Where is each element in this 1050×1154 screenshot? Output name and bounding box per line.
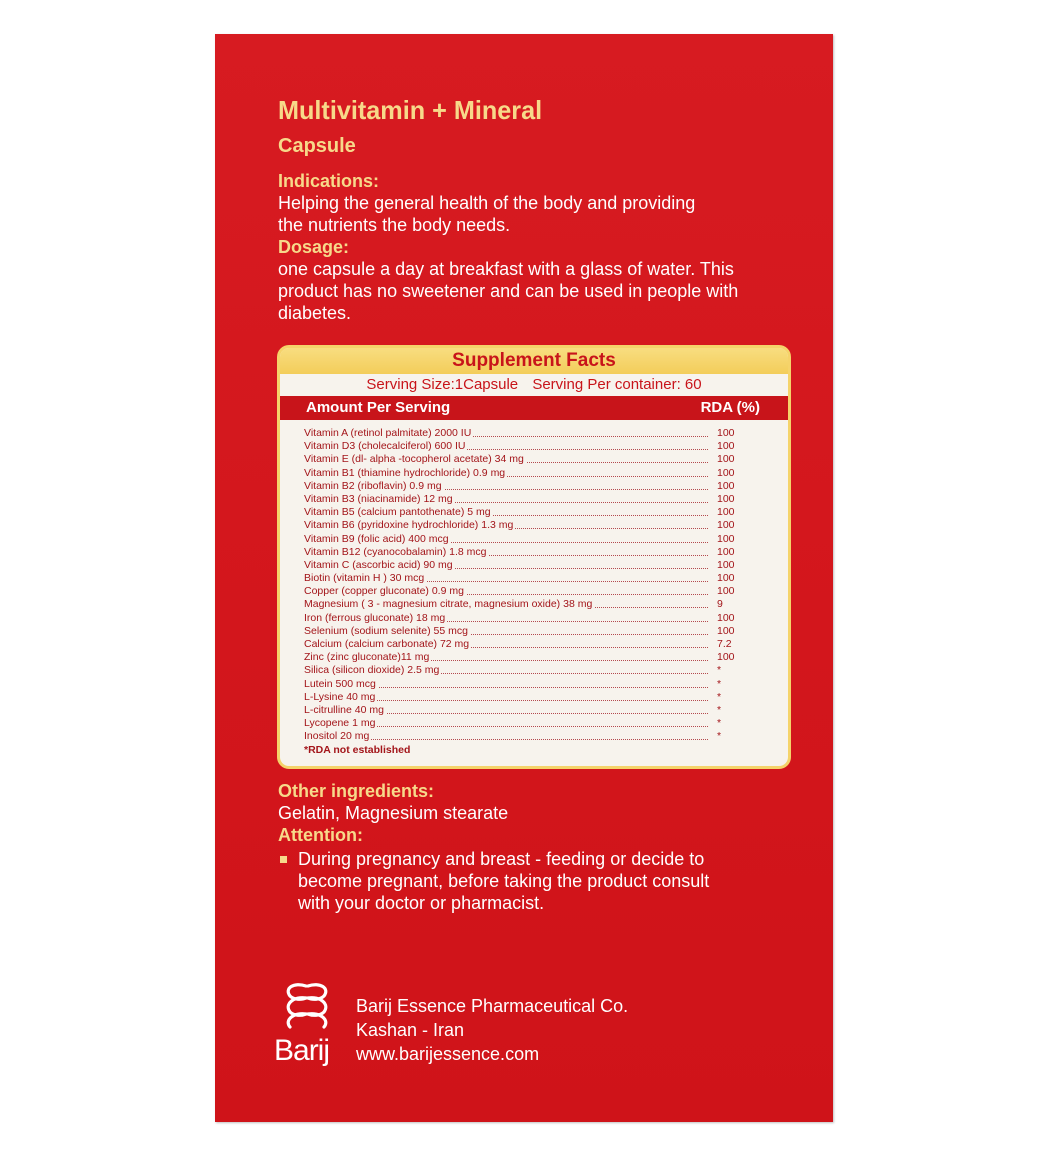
nutrient-rda-value: 100 [717, 479, 735, 492]
nutrient-row [304, 519, 788, 532]
nutrient-rda-value: 100 [717, 519, 735, 532]
other-ingredients-heading: Other ingredients: [278, 781, 435, 801]
logo-wordmark: Barij [274, 1034, 330, 1067]
nutrient-name: Copper (copper gluconate) 0.9 mg [304, 585, 464, 598]
indications-text-line2: the nutrients the body needs. [278, 215, 511, 235]
nutrient-rda-value: * [717, 690, 722, 703]
nutrient-row [304, 467, 788, 480]
company-info [356, 994, 628, 1066]
nutrient-name: Vitamin B5 (calcium pantothenate) 5 mg [304, 506, 491, 519]
nutrient-name: L-citrulline 40 mg [304, 703, 384, 716]
nutrient-rda-value: 100 [717, 532, 735, 545]
amount-header-bar [280, 396, 788, 420]
bullet-square-icon [280, 856, 287, 863]
nutrient-rda-value: * [717, 677, 722, 690]
supplement-facts-title: Supplement Facts [280, 348, 788, 374]
nutrient-name: Vitamin B1 (thiamine hydrochloride) 0.9 mg [304, 466, 506, 479]
nutrient-rda-value: 100 [717, 427, 735, 439]
nutrient-row [304, 546, 788, 559]
rda-footnote: *RDA not established [304, 743, 411, 756]
nutrient-row [304, 664, 788, 677]
nutrient-row [304, 704, 788, 717]
nutrient-name: Vitamin B6 (pyridoxine hydrochloride) 1.3 mg [304, 519, 514, 532]
nutrient-rda-value: 7.2 [717, 638, 732, 650]
nutrient-rda-value: 100 [717, 466, 735, 479]
nutrient-row [304, 427, 788, 440]
company-website: www.barijessence.com [356, 1044, 540, 1064]
nutrient-row [304, 585, 788, 598]
package-back-panel [215, 34, 833, 1122]
nutrient-name: Selenium (sodium selenite) 55 mcg [304, 624, 468, 637]
nutrient-rda-value: 100 [717, 558, 735, 571]
nutrient-name: Vitamin B9 (folic acid) 400 mcg [304, 532, 449, 545]
nutrient-row [304, 691, 788, 704]
serving-info [280, 374, 788, 396]
nutrient-rda-value: 100 [717, 453, 735, 466]
nutrient-name: Vitamin D3 (cholecalciferol) 600 IU [304, 440, 466, 453]
attention-text-line1: During pregnancy and breast - feeding or decide to [298, 849, 705, 869]
nutrient-name: Iron (ferrous gluconate) 18 mg [304, 611, 446, 624]
company-location: Kashan - Iran [356, 1020, 465, 1040]
nutrient-row [304, 506, 788, 519]
nutrient-rda-value: * [717, 664, 722, 677]
product-title: Multivitamin + Mineral [278, 95, 543, 125]
supplement-facts-panel [277, 345, 791, 769]
barij-emblem-icon [280, 980, 334, 1032]
dosage-text-line1: one capsule a day at breakfast with a glass of water. This [278, 259, 734, 279]
nutrient-name: Vitamin B3 (niacinamide) 12 mg [304, 492, 453, 505]
nutrient-row [304, 598, 788, 611]
company-name: Barij Essence Pharmaceutical Co. [356, 996, 629, 1016]
nutrient-row [304, 559, 788, 572]
other-ingredients-text: Gelatin, Magnesium stearate [278, 803, 509, 823]
nutrient-name: Lutein 500 mcg [304, 677, 376, 690]
nutrient-rda-value: 100 [717, 624, 735, 637]
nutrient-name: Silica (silicon dioxide) 2.5 mg [304, 664, 440, 677]
amount-per-serving-header: Amount Per Serving [306, 399, 451, 416]
dosage-heading: Dosage: [278, 237, 350, 257]
serving-size: Serving Size:1Capsule [366, 376, 519, 393]
nutrient-rda-value: 100 [717, 545, 735, 558]
nutrient-rda-value: 100 [717, 440, 735, 453]
nutrient-row [304, 651, 788, 664]
nutrient-name: Calcium (calcium carbonate) 72 mg [304, 638, 470, 650]
nutrient-row [304, 730, 788, 743]
servings-per-container: Serving Per container: 60 [532, 376, 702, 393]
attention-bullet [278, 848, 798, 914]
nutrient-row [304, 625, 788, 638]
nutrient-rda-value: * [717, 730, 722, 743]
nutrient-name: Vitamin E (dl- alpha -tocopherol acetate) 34 mg [304, 453, 524, 466]
nutrient-row [304, 638, 788, 651]
nutrient-name: Vitamin C (ascorbic acid) 90 mg [304, 558, 453, 571]
barij-logo [272, 976, 342, 1072]
ingredients-and-warnings [278, 780, 798, 914]
nutrient-name: Vitamin B2 (riboflavin) 0.9 mg [304, 479, 442, 492]
nutrient-rda-value: 100 [717, 651, 735, 664]
nutrient-rda-value: * [717, 717, 722, 730]
nutrient-row [304, 493, 788, 506]
nutrient-name: Lycopene 1 mg [304, 717, 376, 730]
nutrient-rda-value: 100 [717, 611, 735, 624]
nutrient-name: Vitamin B12 (cyanocobalamin) 1.8 mcg [304, 545, 487, 558]
nutrient-name: Zinc (zinc gluconate)11 mg [304, 651, 430, 664]
nutrient-name: Biotin (vitamin H ) 30 mcg [304, 572, 425, 585]
indications-heading: Indications: [278, 171, 380, 191]
nutrient-rda-value: 100 [717, 492, 735, 505]
indications-text-line1: Helping the general health of the body and providing [278, 193, 696, 213]
attention-text-line3: with your doctor or pharmacist. [298, 893, 545, 913]
nutrient-rda-value: 100 [717, 572, 735, 585]
dosage-text-line2: product has no sweetener and can be used in people with [278, 281, 739, 301]
nutrient-name: Inositol 20 mg [304, 730, 370, 743]
nutrient-row [304, 533, 788, 546]
nutrient-row [304, 480, 788, 493]
nutrient-row [304, 572, 788, 585]
nutrient-row [304, 717, 788, 730]
attention-text-line2: become pregnant, before taking the product consult [298, 871, 710, 891]
nutrient-row [304, 612, 788, 625]
nutrient-name: Magnesium ( 3 - magnesium citrate, magnesium oxide) 38 mg [304, 598, 593, 611]
product-info [278, 94, 793, 324]
nutrient-name: L-Lysine 40 mg [304, 690, 376, 703]
product-form: Capsule [278, 135, 356, 157]
dosage-text-line3: diabetes. [278, 303, 352, 323]
nutrient-name: Vitamin A (retinol palmitate) 2000 IU [304, 427, 472, 439]
nutrient-rda-value: 9 [717, 598, 723, 611]
nutrient-rda-value: * [717, 703, 722, 716]
nutrient-rda-value: 100 [717, 585, 735, 598]
nutrient-row [304, 440, 788, 453]
manufacturer-footer [272, 976, 792, 1076]
nutrient-row [304, 453, 788, 466]
nutrient-row [304, 678, 788, 691]
nutrient-list [280, 420, 788, 744]
attention-heading: Attention: [278, 825, 363, 845]
nutrient-rda-value: 100 [717, 506, 735, 519]
rda-header: RDA (%) [700, 399, 760, 416]
